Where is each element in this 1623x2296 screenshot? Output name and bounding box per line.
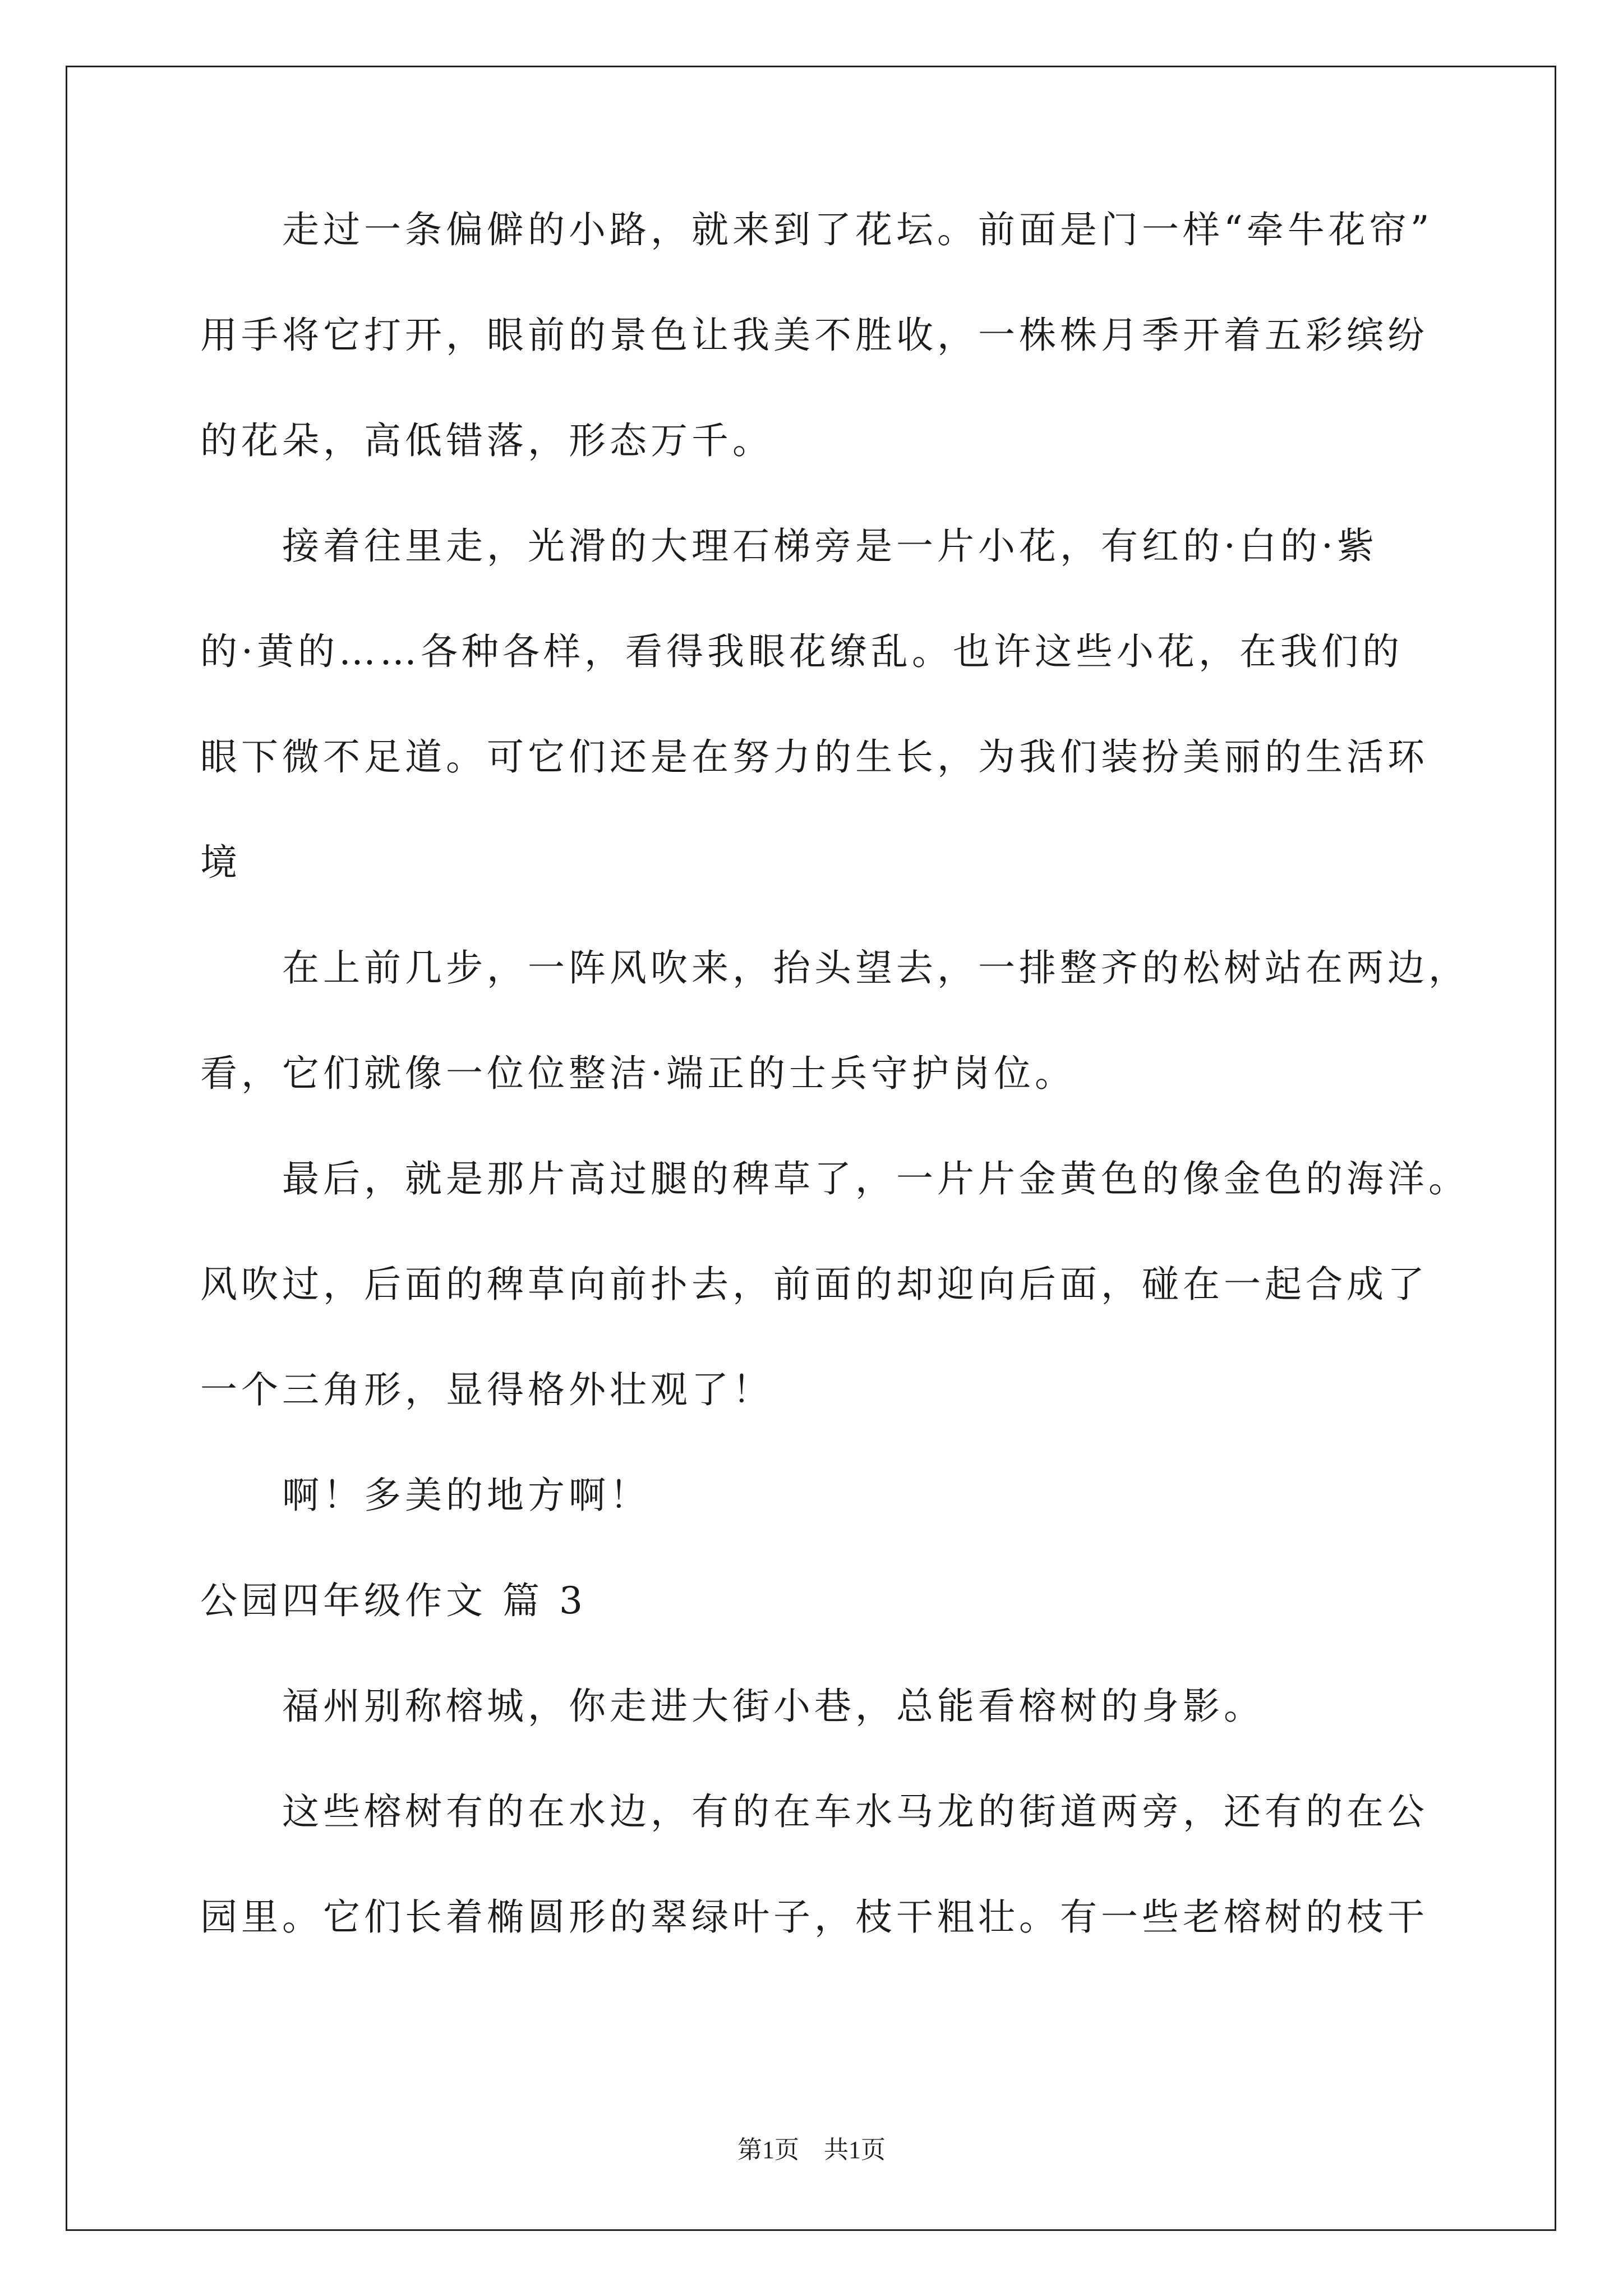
paragraph-2-line-3: 眼下微不足道。可它们还是在努力的生长，为我们装扮美丽的生活环	[200, 735, 1428, 779]
paragraph-1-line-2: 用手将它打开，眼前的景色让我美不胜收，一株株月季开着五彩缤纷	[200, 314, 1428, 357]
paragraph-6-line-1: 福州别称榕城，你走进大街小巷，总能看榕树的身影。	[282, 1685, 1265, 1728]
paragraph-7-line-1: 这些榕树有的在水边，有的在车水马龙的街道两旁，还有的在公	[282, 1790, 1428, 1833]
paragraph-2-line-1: 接着往里走，光滑的大理石梯旁是一片小花，有红的·白的·紫	[282, 524, 1378, 568]
paragraph-4-line-1: 最后，就是那片高过腿的稗草了，一片片金黄色的像金色的海洋。	[282, 1157, 1469, 1200]
paragraph-7-line-2: 园里。它们长着椭圆形的翠绿叶子，枝干粗壮。有一些老榕树的枝干	[200, 1895, 1428, 1939]
paragraph-2-line-4: 境	[200, 841, 241, 884]
paragraph-1-line-3: 的花朵，高低错落，形态万千。	[200, 419, 773, 462]
paragraph-4-line-2: 风吹过，后面的稗草向前扑去，前面的却迎向后面，碰在一起合成了	[200, 1263, 1428, 1306]
paragraph-1-line-1: 走过一条偏僻的小路，就来到了花坛。前面是门一样“牵牛花帘”	[282, 208, 1433, 251]
section-heading: 公园四年级作文 篇 3	[200, 1579, 587, 1622]
paragraph-4-line-3: 一个三角形，显得格外壮观了！	[200, 1368, 773, 1411]
paragraph-2-line-2: 的·黄的……各种各样，看得我眼花缭乱。也许这些小花，在我们的	[200, 630, 1403, 673]
paragraph-5-line-1: 啊！多美的地方啊！	[282, 1474, 651, 1517]
paragraph-3-line-2: 看，它们就像一位位整洁·端正的士兵守护岗位。	[200, 1052, 1076, 1095]
paragraph-3-line-1: 在上前几步，一阵风吹来，抬头望去，一排整齐的松树站在两边，	[282, 946, 1469, 990]
page-number-footer: 第1页 共1页	[737, 2136, 886, 2164]
